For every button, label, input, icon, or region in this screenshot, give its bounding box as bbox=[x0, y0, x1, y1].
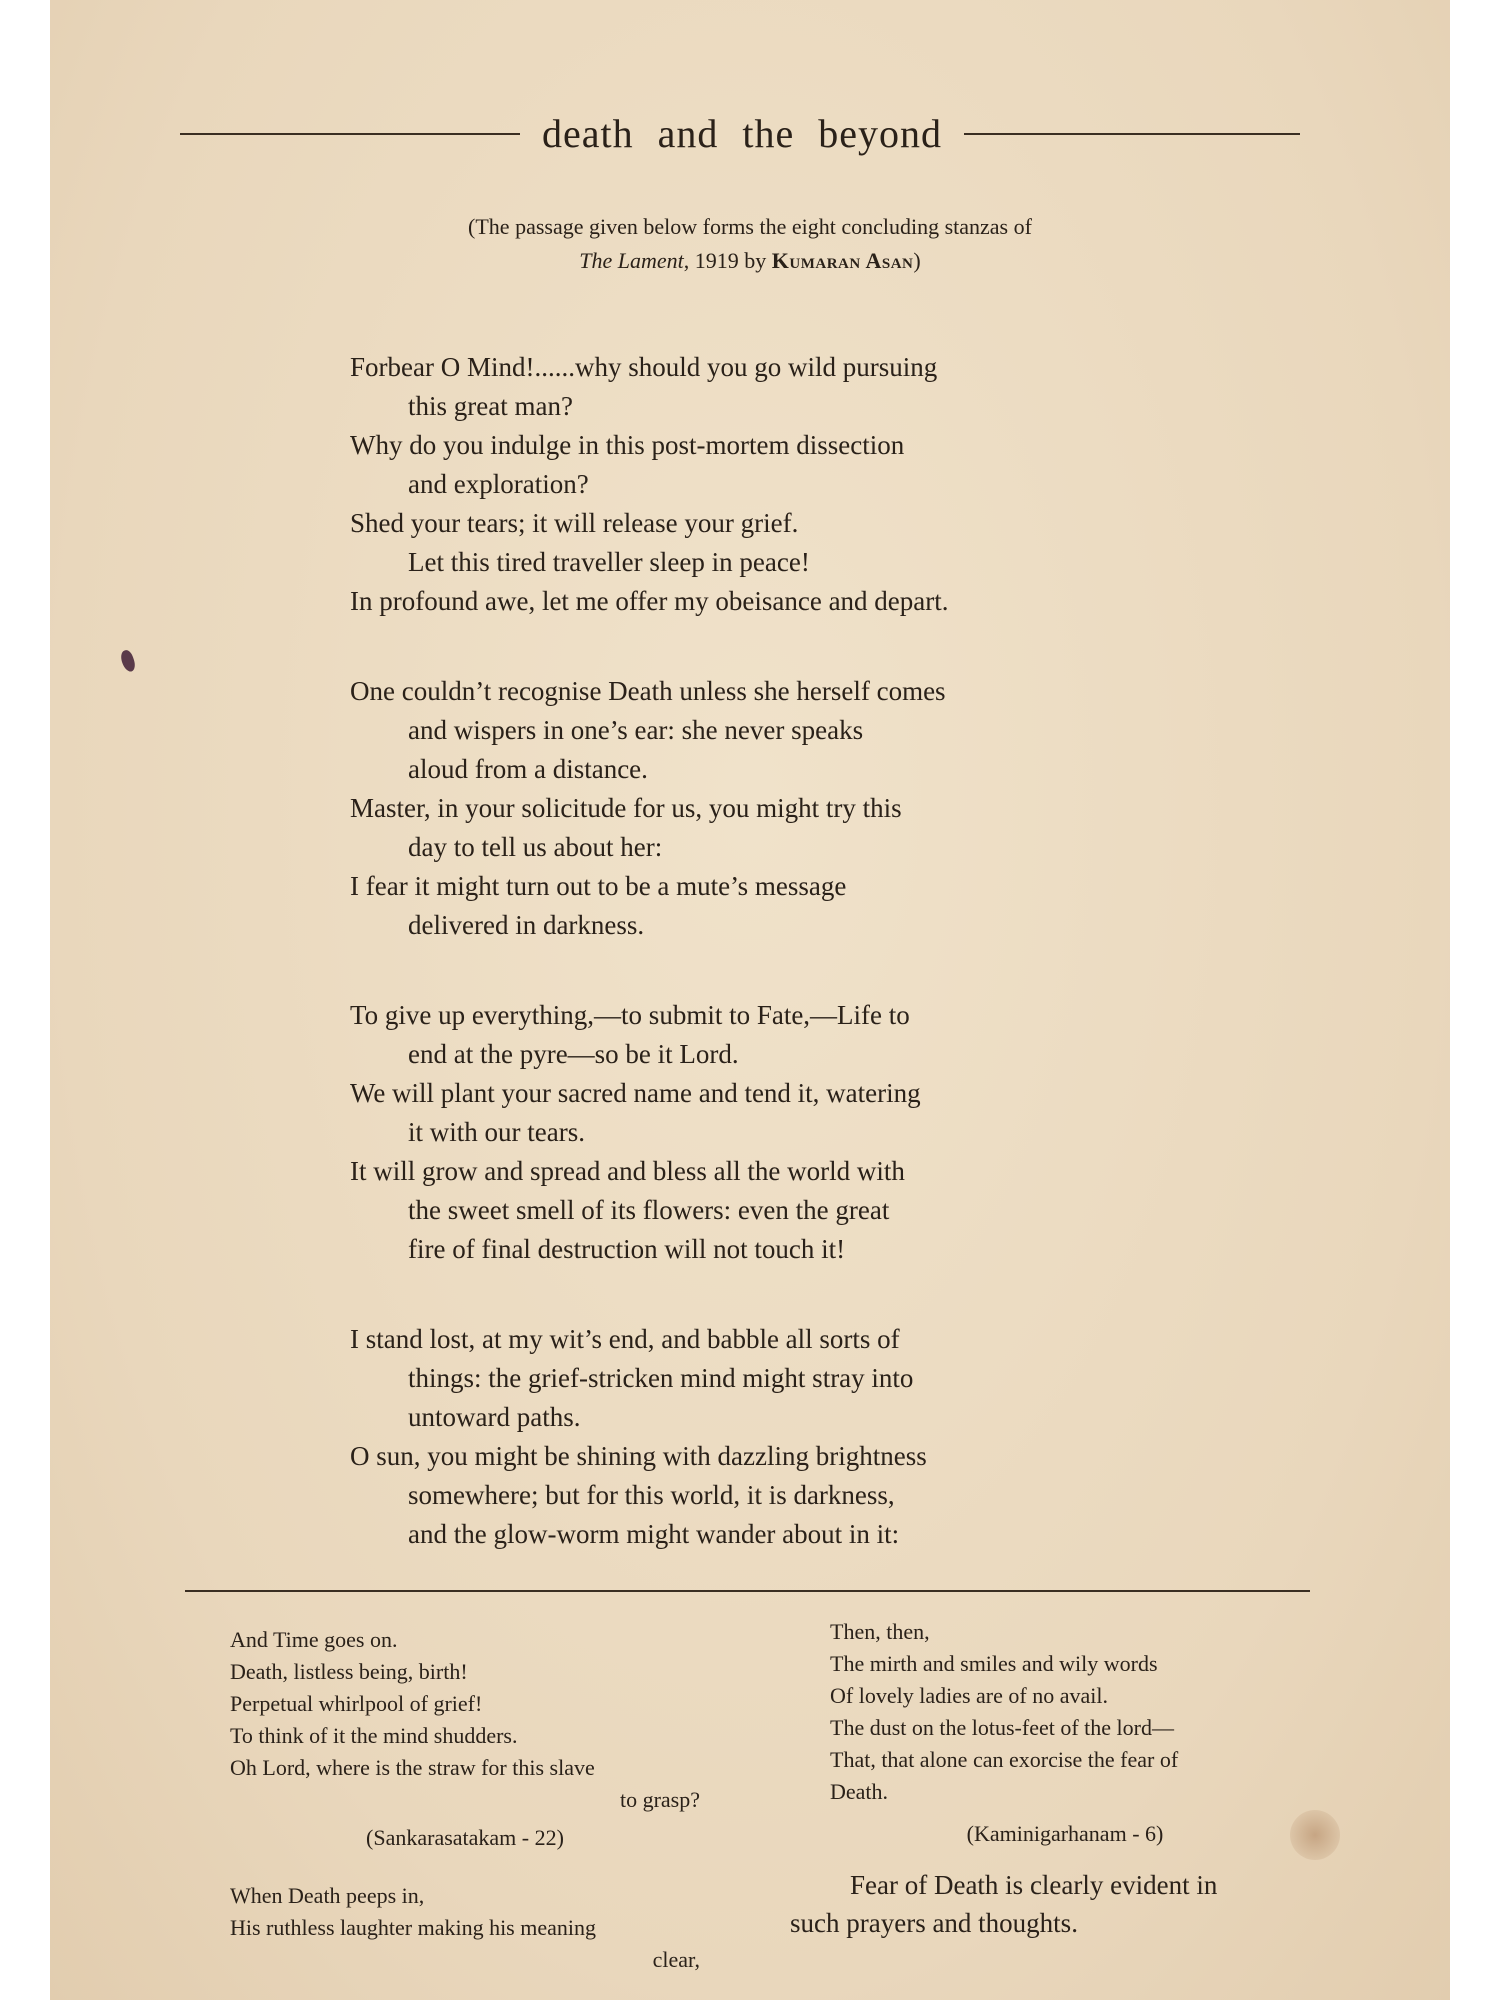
poem-line: untoward paths. bbox=[408, 1402, 581, 1432]
book-page bbox=[50, 0, 1450, 2000]
poem-line: and exploration? bbox=[408, 469, 589, 499]
verse-line: And Time goes on. bbox=[230, 1627, 398, 1652]
stanza-2 bbox=[350, 672, 1250, 945]
closing-paragraph bbox=[790, 1866, 1370, 1942]
poem-line: I fear it might turn out to be a mute’s message bbox=[350, 871, 847, 901]
header-word: death bbox=[542, 111, 634, 156]
verse-line: To think of it the mind shudders. bbox=[230, 1723, 518, 1748]
poem-line: I stand lost, at my wit’s end, and babble all sorts of bbox=[350, 1324, 900, 1354]
poem-line: O sun, you might be shining with dazzling brightness bbox=[350, 1441, 927, 1471]
poem-line: things: the grief-stricken mind might stray into bbox=[408, 1363, 914, 1393]
verse-line: His ruthless laughter making his meaning bbox=[230, 1915, 596, 1940]
intro-close: ) bbox=[913, 248, 921, 273]
verse-line: The mirth and smiles and wily words bbox=[830, 1651, 1158, 1676]
poem-line: and the glow-worm might wander about in it: bbox=[408, 1519, 900, 1549]
header-rule-right bbox=[964, 133, 1300, 135]
poem-line: Forbear O Mind!......why should you go wild pursuing bbox=[350, 352, 938, 382]
poem-line: delivered in darkness. bbox=[408, 910, 645, 940]
poem-line: Let this tired traveller sleep in peace! bbox=[408, 547, 810, 577]
poem-line: Why do you indulge in this post-mortem dissection bbox=[350, 430, 905, 460]
verse-line-continuation: clear, bbox=[652, 1947, 700, 1972]
poem-line: aloud from a distance. bbox=[408, 754, 648, 784]
poem-line: In profound awe, let me offer my obeisance and depart. bbox=[350, 586, 949, 616]
poem-line: Master, in your solicitude for us, you might try this bbox=[350, 793, 902, 823]
verse-line: Of lovely ladies are of no avail. bbox=[830, 1683, 1108, 1708]
verse-line: The dust on the lotus-feet of the lord— bbox=[830, 1715, 1174, 1740]
poem-line: it with our tears. bbox=[408, 1117, 585, 1147]
stanza-1 bbox=[350, 348, 1250, 621]
poem-line: day to tell us about her: bbox=[408, 832, 663, 862]
work-title: The Lament bbox=[579, 248, 684, 273]
poem-line: We will plant your sacred name and tend it, watering bbox=[350, 1078, 921, 1108]
verse-line-continuation: to grasp? bbox=[619, 1787, 700, 1812]
header-title bbox=[530, 110, 954, 157]
poem-line: somewhere; but for this world, it is darkness, bbox=[408, 1480, 895, 1510]
chapter-header bbox=[180, 110, 1300, 157]
header-rule-left bbox=[180, 133, 520, 135]
verse-line: When Death peeps in, bbox=[230, 1883, 425, 1908]
poem-line: this great man? bbox=[408, 391, 573, 421]
footer-divider bbox=[185, 1590, 1310, 1592]
verse-line: Oh Lord, where is the straw for this slave bbox=[230, 1755, 595, 1780]
header-word: and bbox=[657, 111, 719, 156]
intro-line-2 bbox=[310, 244, 1190, 278]
poem-line: and wispers in one’s ear: she never speaks bbox=[408, 715, 864, 745]
poem-line: Shed your tears; it will release your grief. bbox=[350, 508, 799, 538]
verse-line: Death, listless being, birth! bbox=[230, 1659, 468, 1684]
poem-line: One couldn’t recognise Death unless she herself comes bbox=[350, 676, 946, 706]
header-word: the bbox=[742, 111, 795, 156]
verse-line: Perpetual whirlpool of grief! bbox=[230, 1691, 483, 1716]
intro-note bbox=[310, 210, 1190, 278]
author-name: Kumaran Asan bbox=[771, 248, 914, 273]
intro-year: , 1919 by bbox=[683, 248, 767, 273]
footer-right-column bbox=[830, 1616, 1300, 1850]
citation-sankarasatakam: (Sankarasatakam - 22) bbox=[366, 1825, 564, 1850]
ink-blot bbox=[119, 649, 138, 674]
closing-line-1: Fear of Death is clearly evident in bbox=[850, 1870, 1218, 1900]
intro-line-1: (The passage given below forms the eight concluding stanzas of bbox=[468, 214, 1032, 239]
stanza-4 bbox=[350, 1320, 1250, 1554]
verse-line: Death. bbox=[830, 1779, 889, 1804]
footer-left-column bbox=[230, 1624, 700, 1976]
poem-line: fire of final destruction will not touch it! bbox=[408, 1234, 846, 1264]
header-word: beyond bbox=[818, 111, 943, 156]
verse-line: That, that alone can exorcise the fear of bbox=[830, 1747, 1179, 1772]
citation-kaminigarhanam: (Kaminigarhanam - 6) bbox=[966, 1821, 1164, 1846]
poem-line: end at the pyre—so be it Lord. bbox=[408, 1039, 739, 1069]
poem-line: the sweet smell of its flowers: even the great bbox=[408, 1195, 890, 1225]
verse-line: Then, then, bbox=[830, 1619, 930, 1644]
closing-line-2: such prayers and thoughts. bbox=[790, 1908, 1078, 1938]
stanza-3 bbox=[350, 996, 1250, 1269]
poem-line: To give up everything,—to submit to Fate,—Life to bbox=[350, 1000, 910, 1030]
poem-line: It will grow and spread and bless all the world with bbox=[350, 1156, 905, 1186]
